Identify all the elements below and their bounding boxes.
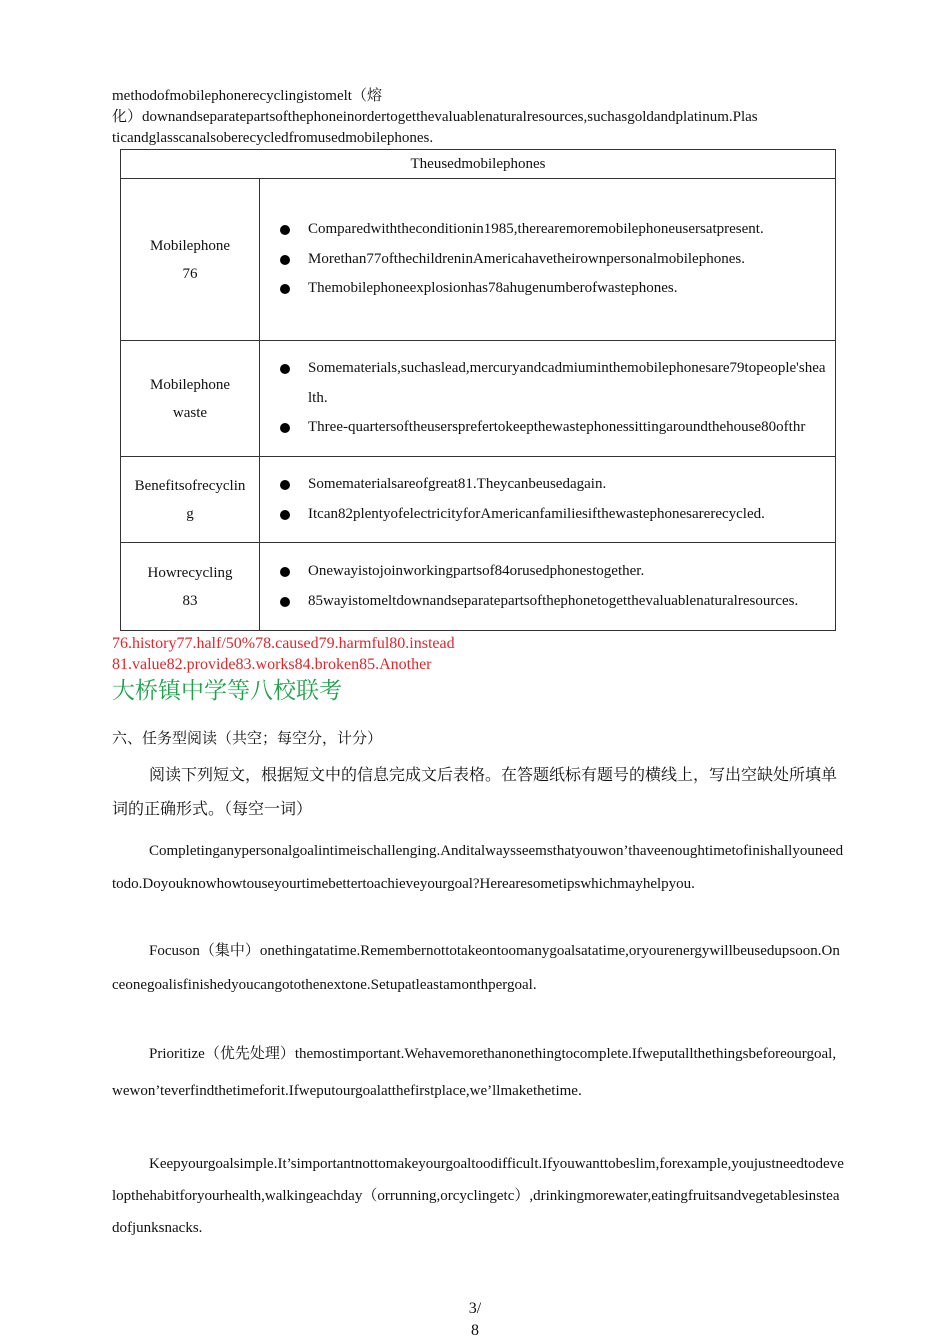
intro-line: methodofmobilephonerecyclingistomelt（熔: [112, 88, 382, 104]
bullet-icon: [280, 225, 290, 235]
row-content: [260, 179, 836, 341]
row-label: [121, 457, 260, 543]
row-label-line: waste: [172, 404, 208, 421]
paragraph: Prioritize（优先处理）themostimportant.Wehavemorethanonethingtocomplete.Ifweputallthethingsbeforeourgoal,wewon’teverfindthetimeforit.Ifweputourgoalatthefirstplace,we’llmakethetime.: [112, 1046, 837, 1099]
bullet-item: [260, 500, 835, 530]
bullet-icon: [280, 510, 290, 520]
row-label: [121, 543, 260, 631]
bullet-text: Themobilephoneexplosionhas78ahugenumberofwastephones.: [308, 280, 678, 297]
row-label-line: 76: [182, 265, 198, 282]
bullet-text: Somematerials,suchaslead,mercuryandcadmiuminthemobilephonesare79topeople'shealth.: [308, 360, 826, 406]
bullet-text: Somematerialsareofgreat81.Theycanbeusedagain.: [308, 476, 607, 492]
row-label: [121, 341, 260, 457]
bullet-item: [260, 587, 835, 617]
paragraph: Focuson（集中）onethingatatime.Remembernottotakeontoomanygoalsatatime,oryourenergywillbeusedupsoon.Onceonegoalisfinishedyoucangotothenextone.Setupatleastamonthpergoal.: [112, 943, 840, 993]
table-row: [121, 341, 836, 457]
paragraph: Keepyourgoalsimple.It’simportantnottomakeyourgoaltoodifficult.Ifyouwanttobeslim,forexample,youjustneedtodevelopthehabitforyourhealth,walkingeachday（orrunning,orcyclingetc）,drinkingmorewater,eatingfruitsandvegetablesinsteadofjunksnacks.: [112, 1156, 844, 1236]
table-caption: Theusedmobilephones: [121, 150, 836, 179]
bullet-text: Morethan77ofthechildreninAmericahavetheirownpersonalmobilephones.: [308, 250, 745, 267]
bullet-icon: [280, 597, 290, 607]
bullet-icon: [280, 423, 290, 433]
bullet-item: [260, 354, 835, 413]
bullet-item: [260, 215, 835, 245]
page-number: [0, 1298, 950, 1342]
answer-line: 76.history77.half/50%78.caused79.harmful80.instead: [112, 635, 455, 652]
answer-line: 81.value82.provide83.works84.broken85.Another: [112, 656, 432, 673]
row-label: [121, 179, 260, 341]
row-label-line: g: [186, 505, 194, 522]
bullet-item: [260, 557, 835, 587]
bullet-text: Comparedwiththeconditionin1985,therearemoremobilephoneusersatpresent.: [308, 221, 764, 238]
bullet-icon: [280, 480, 290, 490]
school-title: 大桥镇中学等八校联考: [112, 678, 342, 703]
section-heading: 六、任务型阅读（共空；每空分，计分）: [112, 731, 383, 747]
row-content: [260, 341, 836, 457]
bullet-text: Onewayistojoinworkingpartsof84orusedphonestogether.: [308, 563, 645, 579]
page-number-line: 8: [471, 1322, 479, 1339]
bullet-icon: [280, 364, 290, 374]
intro-line: ticandglasscanalsoberecycledfromusedmobilephones.: [112, 130, 434, 146]
table-row: [121, 543, 836, 631]
paragraph: Completinganypersonalgoalintimeischallenging.Anditalwaysseemsthatyouwon’thaveenoughtimetofinishallyouneedtodo.Doyouknowhowtouseyourtimebettertoachieveyourgoal?Herearesometipswhichmayhelpyou.: [112, 843, 844, 892]
table-row: [121, 457, 836, 543]
instructions: 阅读下列短文，根据短文中的信息完成文后表格。在答题纸标有题号的横线上，写出空缺处所填单词的正确形式。（每空一词）: [112, 767, 838, 818]
bullet-item: [260, 245, 835, 275]
bullet-icon: [280, 567, 290, 577]
row-label-line: Mobilephone: [150, 237, 230, 254]
bullet-item: [260, 470, 835, 500]
row-label-line: Mobilephone: [150, 376, 230, 393]
bullet-text: Three-quartersoftheusersprefertokeepthewastephonessittingaroundthehouse80ofthr: [308, 419, 806, 436]
used-phones-table: [120, 149, 836, 631]
bullet-text: 85wayistomeltdownandseparatepartsofthephonetogetthevaluablenaturalresources.: [308, 592, 799, 609]
table-row: [121, 179, 836, 341]
row-label-line: Howrecycling: [147, 564, 233, 581]
row-content: [260, 543, 836, 631]
row-label-line: Benefitsofrecyclin: [134, 477, 246, 494]
bullet-item: [260, 413, 835, 443]
row-content: [260, 457, 836, 543]
bullet-item: [260, 274, 835, 304]
row-label-line: 83: [182, 592, 198, 609]
page-number-line: 3/: [468, 1300, 482, 1317]
answer-key: [112, 633, 455, 675]
bullet-text: Itcan82plentyofelectricityforAmericanfamiliesifthewastephonesarerecycled.: [308, 505, 765, 522]
bullet-icon: [280, 255, 290, 265]
bullet-icon: [280, 284, 290, 294]
intro-line: 化）downandseparatepartsofthephoneinordertogetthevaluablenaturalresources,suchasgoldandplatinum.Plas: [112, 109, 758, 125]
intro-text: [112, 86, 852, 149]
